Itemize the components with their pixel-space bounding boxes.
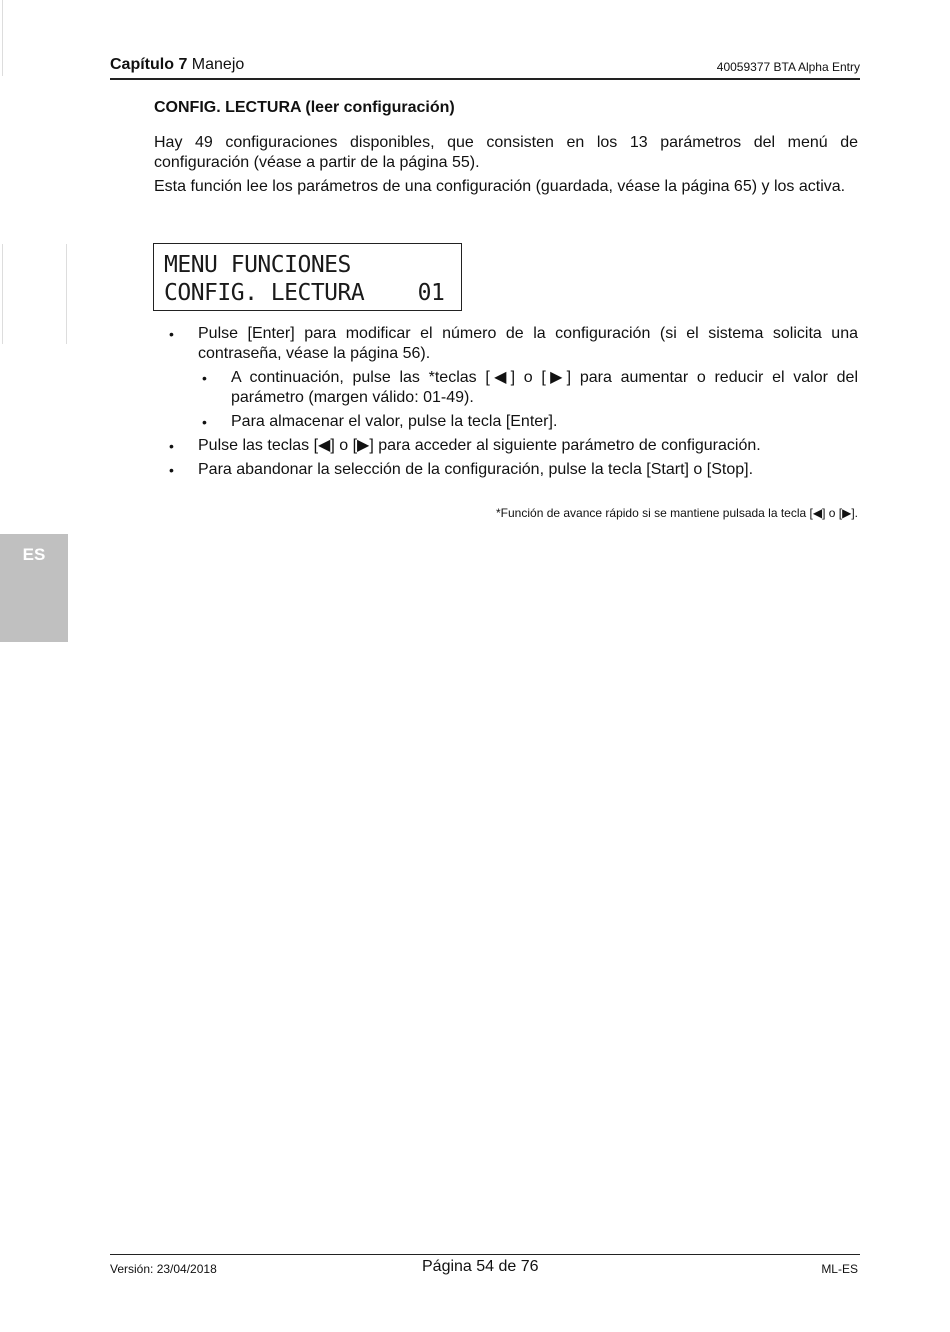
page-number: Página 54 de 76 bbox=[422, 1258, 539, 1275]
section-title: CONFIG. LECTURA (leer configuración) bbox=[154, 99, 455, 116]
list-item bbox=[169, 436, 858, 456]
chapter-title: Manejo bbox=[187, 56, 245, 73]
intro-paragraph: Hay 49 configuraciones disponibles, que consisten en los 13 parámetros del menú de configuración (véase a partir de la página 55). bbox=[154, 134, 858, 171]
page-footer bbox=[110, 1254, 860, 1285]
version-date: Versión: 23/04/2018 bbox=[110, 1262, 217, 1276]
page-edge-line-inner bbox=[66, 244, 67, 344]
bullet-icon: • bbox=[169, 326, 174, 342]
lcd-line-1: MENU FUNCIONES bbox=[164, 252, 351, 278]
language-tab-label: ES bbox=[22, 545, 46, 564]
list-item-text: A continuación, pulse las *teclas [◀] o [▶] para aumentar o reducir el valor del parámetro (margen válido: 01-49). bbox=[231, 369, 858, 406]
page-edge-line-mid bbox=[2, 244, 3, 344]
chapter-heading bbox=[110, 56, 244, 74]
document-reference: 40059377 BTA Alpha Entry bbox=[716, 60, 860, 74]
list-item-text: Para almacenar el valor, pulse la tecla [Enter]. bbox=[231, 413, 558, 430]
list-item-text: Pulse [Enter] para modificar el número de la configuración (si el sistema solicita una contraseña, véase la página 56). bbox=[198, 325, 858, 362]
description-paragraph: Esta función lee los parámetros de una configuración (guardada, véase la página 65) y los activa. bbox=[154, 178, 846, 195]
list-item bbox=[169, 324, 858, 364]
chapter-label: Capítulo 7 bbox=[110, 56, 188, 73]
bullet-icon: • bbox=[202, 370, 207, 386]
footnote: *Función de avance rápido si se mantiene pulsada la tecla [◀] o [▶]. bbox=[496, 506, 858, 520]
lcd-display bbox=[153, 243, 462, 311]
page-edge-line-top bbox=[2, 0, 3, 76]
sub-list-item bbox=[202, 412, 858, 432]
list-item bbox=[169, 460, 858, 480]
bullet-icon: • bbox=[202, 414, 207, 430]
sub-list-item bbox=[202, 368, 858, 408]
list-item-text: Para abandonar la selección de la configuración, pulse la tecla [Start] o [Stop]. bbox=[198, 461, 754, 478]
lcd-line-2: CONFIG. LECTURA 01 bbox=[164, 280, 445, 306]
bullet-icon: • bbox=[169, 462, 174, 478]
bullet-icon: • bbox=[169, 438, 174, 454]
language-code: ML-ES bbox=[821, 1262, 858, 1276]
list-item-text: Pulse las teclas [◀] o [▶] para acceder al siguiente parámetro de configuración. bbox=[198, 437, 761, 454]
page-header bbox=[110, 56, 860, 80]
language-tab bbox=[0, 534, 68, 642]
